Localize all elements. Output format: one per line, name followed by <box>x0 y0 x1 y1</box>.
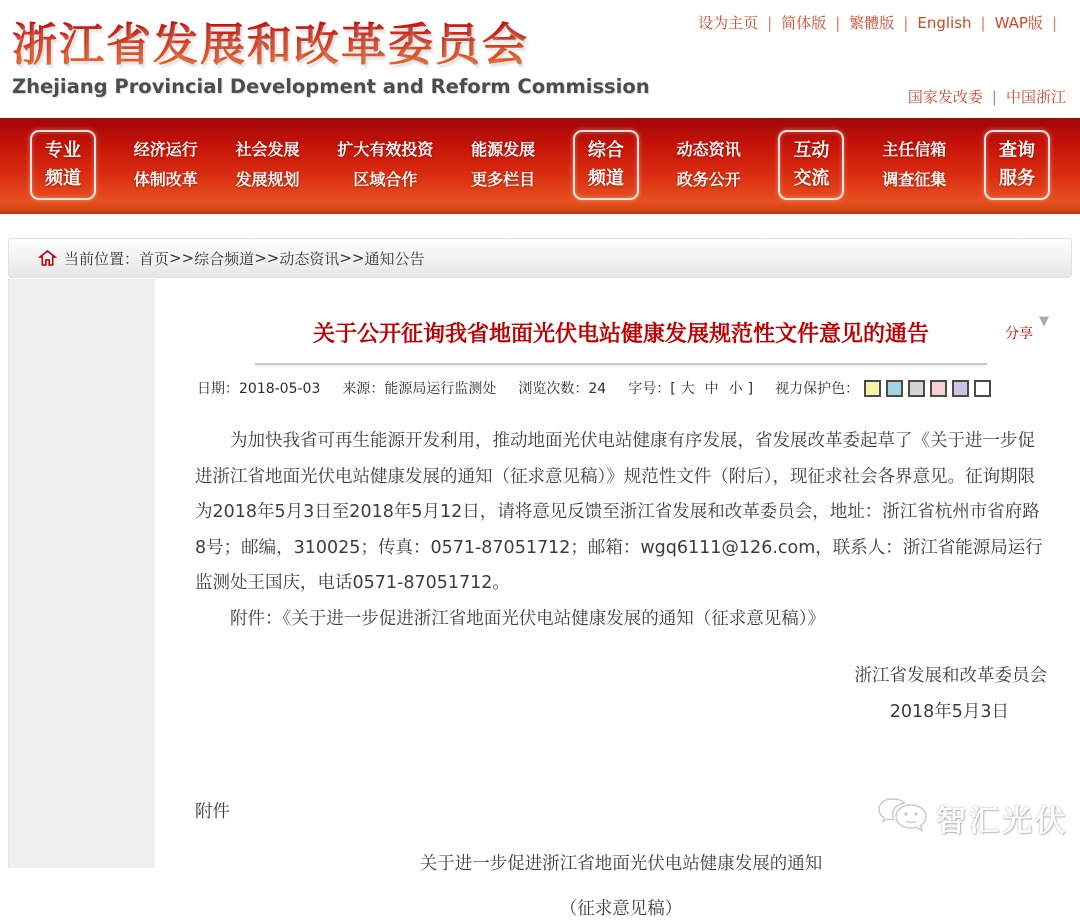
article-title-row <box>195 309 1047 365</box>
share-arrow-icon: ▼ <box>1039 314 1049 329</box>
nav-item-economy-reform[interactable] <box>134 135 198 195</box>
eye-color-white[interactable] <box>974 380 991 397</box>
site-subtitle: Zhejiang Provincial Development and Reform Commission <box>12 75 650 98</box>
link-separator: | <box>1051 14 1057 32</box>
nav-label: 区域合作 <box>353 169 418 189</box>
font-size-label: 字号： <box>628 381 671 397</box>
attachment-title: 关于进一步促进浙江省地面光伏电站健康发展的通知 <box>419 854 823 874</box>
paragraph-attachment-ref: 附件：《关于进一步促进浙江省地面光伏电站健康发展的通知（征求意见稿）》 <box>230 608 825 629</box>
nav-label: 体制改革 <box>133 169 198 189</box>
nav-label: 主任信箱 <box>882 139 947 159</box>
nav-item-energy-more[interactable] <box>471 135 535 195</box>
nav-label: 能源发展 <box>471 139 536 159</box>
page-title: 关于公开征询我省地面光伏电站健康发展规范性文件意见的通告 <box>312 322 929 347</box>
nav-label: 动态资讯 <box>676 139 741 159</box>
nav-item-professional-channel[interactable] <box>30 130 96 200</box>
link-separator: | <box>980 14 986 32</box>
breadcrumb-separator: >> <box>339 249 365 267</box>
eye-color-yellow[interactable] <box>864 380 881 397</box>
attachment-label: 附件 <box>195 802 230 822</box>
title-divider <box>255 363 987 365</box>
nav-item-query-service[interactable] <box>984 130 1050 200</box>
nav-label: 调查征集 <box>882 169 947 189</box>
link-english[interactable]: English <box>917 14 972 32</box>
font-size-small-button[interactable]: 小 <box>728 381 743 397</box>
nav-item-mailbox-survey[interactable] <box>882 135 946 195</box>
nav-label: 经济运行 <box>133 139 198 159</box>
meta-views: 浏览次数：24 <box>518 381 607 397</box>
link-traditional[interactable]: 繁體版 <box>849 14 895 32</box>
bracket: ] <box>747 381 754 397</box>
attachment-section <box>195 798 1047 920</box>
font-size-large-button[interactable]: 大 <box>680 381 695 397</box>
link-separator: | <box>903 14 909 32</box>
eye-color-pink[interactable] <box>930 380 947 397</box>
nav-label: 更多栏目 <box>471 169 536 189</box>
nav-label: 交流 <box>793 167 830 189</box>
link-set-homepage[interactable]: 设为主页 <box>698 14 759 32</box>
signature-block <box>195 659 1047 730</box>
nav-label: 查询 <box>998 139 1035 161</box>
site-header <box>0 0 1080 118</box>
breadcrumb-channel[interactable]: 综合频道 <box>194 249 255 268</box>
breadcrumb-news[interactable]: 动态资讯 <box>279 249 340 268</box>
nav-item-news-disclosure[interactable] <box>677 135 741 195</box>
content-area <box>0 279 1080 919</box>
eye-color-blue[interactable] <box>886 380 903 397</box>
breadcrumb-notices[interactable]: 通知公告 <box>364 249 425 268</box>
bracket: [ <box>670 381 676 397</box>
attachment-subtitle: （征求意见稿） <box>559 899 683 919</box>
meta-date-value: 2018-05-03 <box>239 381 321 397</box>
eye-protect-control <box>775 378 991 398</box>
font-size-medium-button[interactable]: 中 <box>704 381 719 397</box>
breadcrumb-separator: >> <box>169 249 195 267</box>
top-links <box>698 12 1066 33</box>
left-sidebar-panel <box>8 279 155 868</box>
site-logo <box>12 8 650 98</box>
link-wap[interactable]: WAP版 <box>994 14 1043 32</box>
link-simplified[interactable]: 简体版 <box>781 14 827 32</box>
meta-source-value: 能源局运行监测处 <box>384 381 497 397</box>
meta-date: 日期：2018-05-03 <box>197 381 321 397</box>
paragraph: 为加快我省可再生能源开发利用，推动地面光伏电站健康有序发展，省发展改革委起草了《关于进一步促进浙江省地面光伏电站健康发展的通知（征求意见稿）》规范性文件（附后），现征求社会各界意见。征询期限为2018年5月3日至2018年5月12日，请将意见反馈至浙江省发展和改革委员会，地址：浙江省杭州市省府路8号；邮编，310025；传真：0571-87051712；邮箱：wgq6111@126.com，联系人：浙江省能源局运行监测处王国庆，电话0571-87051712。 <box>195 431 1043 593</box>
eye-color-purple[interactable] <box>952 380 969 397</box>
meta-views-value: 24 <box>588 381 607 397</box>
watermark-text: 智汇光伏 <box>936 804 1068 839</box>
secondary-links <box>908 86 1066 107</box>
nav-label: 政务公开 <box>676 169 741 189</box>
article-meta <box>195 378 1047 398</box>
nav-label: 互动 <box>793 139 830 161</box>
nav-label: 扩大有效投资 <box>337 139 434 159</box>
eye-color-gray[interactable] <box>908 380 925 397</box>
nav-label: 服务 <box>998 167 1035 189</box>
nav-item-society-planning[interactable] <box>236 135 300 195</box>
share-button[interactable]: 分享 ▼ <box>1005 314 1049 342</box>
article-body <box>195 424 1047 637</box>
nav-label: 社会发展 <box>235 139 300 159</box>
breadcrumb <box>8 238 1072 278</box>
eye-protect-label: 视力保护色： <box>775 381 860 397</box>
nav-label: 专业 <box>45 139 81 161</box>
link-china-zhejiang[interactable]: 中国浙江 <box>1005 88 1066 106</box>
article <box>155 279 1080 919</box>
nav-label: 频道 <box>587 167 624 189</box>
breadcrumb-separator: >> <box>254 249 280 267</box>
home-icon <box>39 250 56 266</box>
breadcrumb-home[interactable]: 首页 <box>139 249 170 268</box>
font-size-control <box>628 378 753 398</box>
nav-label: 综合 <box>587 139 624 161</box>
nav-label: 发展规划 <box>235 169 300 189</box>
breadcrumb-label: 当前位置： <box>64 249 140 268</box>
nav-item-investment-cooperation[interactable] <box>337 135 433 195</box>
signature-date: 2018年5月3日 <box>889 701 1009 722</box>
meta-source: 来源：能源局运行监测处 <box>342 381 497 397</box>
nav-item-interaction[interactable] <box>778 130 844 200</box>
main-nav-inner <box>0 118 1080 211</box>
link-separator: | <box>767 14 773 32</box>
link-separator: | <box>991 88 997 106</box>
link-separator: | <box>835 14 841 32</box>
signature-org: 浙江省发展和改革委员会 <box>854 666 1047 686</box>
link-ndrc[interactable]: 国家发改委 <box>907 88 983 106</box>
site-title: 浙江省发展和改革委员会 <box>12 8 650 73</box>
main-nav <box>0 118 1080 214</box>
nav-label: 频道 <box>45 167 81 189</box>
nav-item-comprehensive-channel[interactable] <box>573 130 639 200</box>
